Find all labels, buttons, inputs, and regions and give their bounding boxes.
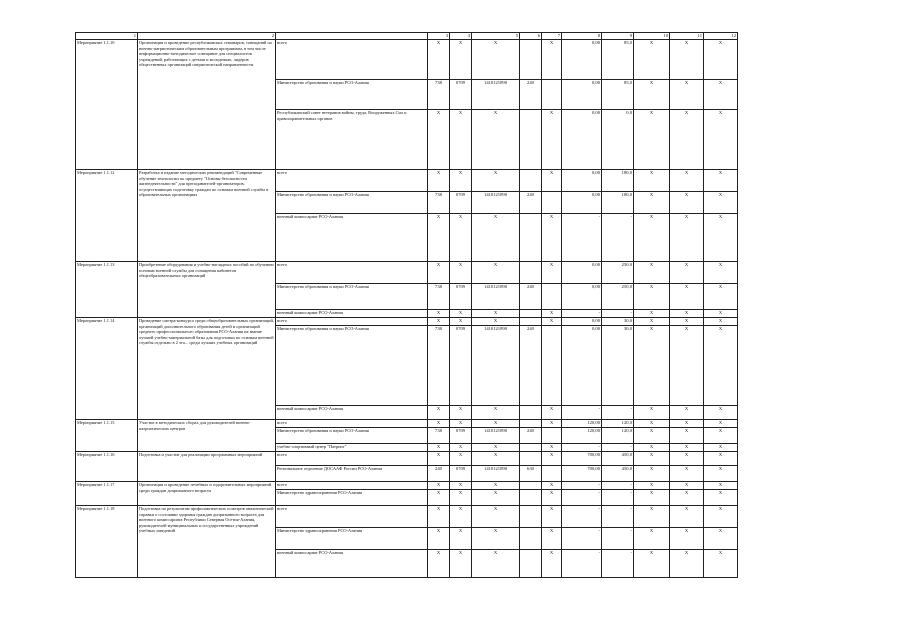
organization-cell: Региональное отделение ДОСААФ России РСО-Алания <box>276 466 428 482</box>
code-cell: X <box>634 406 670 420</box>
code-cell: X <box>542 550 562 578</box>
amount-cell: - <box>562 444 602 452</box>
column-number-cell: 2 <box>138 33 276 40</box>
amount-cell: - <box>562 490 602 506</box>
code-cell: 0709 <box>450 192 472 214</box>
code-cell: X <box>542 262 562 284</box>
code-cell: X <box>670 110 704 170</box>
code-cell: 240 <box>520 284 542 310</box>
measure-id-cell: Мероприятие 1.1.10 <box>76 40 138 170</box>
table-row <box>76 170 738 192</box>
code-cell: X <box>634 482 670 490</box>
code-cell: X <box>634 506 670 528</box>
code-cell <box>520 444 542 452</box>
code-cell: X <box>670 444 704 452</box>
code-cell: X <box>472 262 520 284</box>
measure-description-cell: Организация и проведение лечебных и оздоровительных мероприятий среди граждан допризывного возраста <box>138 482 276 506</box>
organization-cell: военный комиссариат РСО-Алания <box>276 406 428 420</box>
code-cell: X <box>472 170 520 192</box>
code-cell <box>520 262 542 284</box>
measure-description-cell: Разработка и издание методических рекомендаций "Современные обучение технологии по предмету "Основы безопасности жизнедеятельности" для преподавателей-организаторов, осуществляющих подготовку граждан по основам военной службы в образовательных организациях <box>138 170 276 262</box>
code-cell <box>520 318 542 326</box>
code-cell: X <box>634 428 670 444</box>
organization-cell: Министерство образования и науки РСО-Алания <box>276 284 428 310</box>
code-cell: X <box>634 528 670 550</box>
amount-cell: - <box>602 528 634 550</box>
organization-cell: Республиканский совет ветеранов войны, труда, Вооруженных Сил и правоохранительных органов <box>276 110 428 170</box>
amount-cell: 30,0 <box>602 326 634 406</box>
code-cell: 738 <box>428 192 450 214</box>
code-cell: 738 <box>428 326 450 406</box>
code-cell: X <box>542 490 562 506</box>
code-cell: 1410121890 <box>472 466 520 482</box>
code-cell: X <box>634 452 670 466</box>
code-cell: 738 <box>428 80 450 110</box>
amount-cell: 0,00 <box>562 170 602 192</box>
organization-cell: Министерство образования и науки РСО-Алания <box>276 428 428 444</box>
code-cell: X <box>704 420 738 428</box>
code-cell: X <box>542 482 562 490</box>
code-cell: X <box>542 110 562 170</box>
code-cell: X <box>704 490 738 506</box>
amount-cell: 0,00 <box>562 326 602 406</box>
code-cell: X <box>670 452 704 466</box>
code-cell: X <box>428 40 450 80</box>
organization-cell: учебно-спортивный центр "Патриот" <box>276 444 428 452</box>
organization-cell: Министерство образования и науки РСО-Алания <box>276 326 428 406</box>
amount-cell: 450,0 <box>602 466 634 482</box>
amount-cell: 180,0 <box>602 192 634 214</box>
code-cell: X <box>472 310 520 318</box>
code-cell <box>520 506 542 528</box>
code-cell <box>542 326 562 406</box>
organization-cell: военный комиссариат РСО-Алания <box>276 310 428 318</box>
column-number-cell: 10 <box>634 33 670 40</box>
code-cell <box>520 490 542 506</box>
code-cell <box>520 420 542 428</box>
code-cell: X <box>670 420 704 428</box>
code-cell: X <box>472 406 520 420</box>
code-cell: X <box>450 420 472 428</box>
code-cell: X <box>450 444 472 452</box>
code-cell: X <box>428 444 450 452</box>
code-cell: 1410121890 <box>472 284 520 310</box>
column-number-cell: 6 <box>520 33 542 40</box>
table-body <box>76 40 738 578</box>
code-cell <box>520 40 542 80</box>
code-cell: X <box>704 284 738 310</box>
code-cell: 1410121890 <box>472 80 520 110</box>
code-cell: 1410121890 <box>472 428 520 444</box>
code-cell: X <box>704 444 738 452</box>
code-cell: X <box>634 284 670 310</box>
amount-cell: - <box>602 506 634 528</box>
code-cell: X <box>428 110 450 170</box>
organization-cell: всего <box>276 420 428 428</box>
code-cell: X <box>472 482 520 490</box>
code-cell <box>520 528 542 550</box>
code-cell: X <box>704 482 738 490</box>
code-cell: X <box>472 550 520 578</box>
code-cell: X <box>428 482 450 490</box>
code-cell: X <box>472 40 520 80</box>
code-cell: 738 <box>428 428 450 444</box>
organization-cell: всего <box>276 262 428 284</box>
column-number-row <box>76 33 738 40</box>
code-cell <box>520 170 542 192</box>
amount-cell: - <box>562 406 602 420</box>
code-cell <box>520 110 542 170</box>
code-cell: X <box>472 420 520 428</box>
code-cell: 240 <box>520 80 542 110</box>
amount-cell: 0,00 <box>562 40 602 80</box>
amount-cell: - <box>562 528 602 550</box>
code-cell: X <box>670 482 704 490</box>
code-cell: X <box>472 490 520 506</box>
code-cell: X <box>542 444 562 452</box>
organization-cell: Министерство здравоохранения РСО-Алания <box>276 528 428 550</box>
code-cell: 240 <box>520 428 542 444</box>
code-cell: 1410121890 <box>472 192 520 214</box>
amount-cell: 30,0 <box>602 318 634 326</box>
code-cell: X <box>634 192 670 214</box>
code-cell <box>520 214 542 262</box>
amount-cell: - <box>602 482 634 490</box>
amount-cell: - <box>602 490 634 506</box>
code-cell <box>520 406 542 420</box>
code-cell: X <box>542 528 562 550</box>
code-cell: X <box>634 490 670 506</box>
code-cell: 0709 <box>450 326 472 406</box>
amount-cell: 85,0 <box>602 80 634 110</box>
code-cell: 240 <box>428 466 450 482</box>
table-row <box>76 420 738 428</box>
code-cell: X <box>670 170 704 192</box>
column-number-cell: 11 <box>670 33 704 40</box>
amount-cell: 0,00 <box>562 80 602 110</box>
measure-id-cell: Мероприятие 1.1.12 <box>76 170 138 262</box>
measure-id-cell: Мероприятие 1.1.15 <box>76 420 138 452</box>
organization-cell: всего <box>276 170 428 192</box>
code-cell: X <box>428 262 450 284</box>
code-cell: X <box>670 406 704 420</box>
code-cell: 240 <box>520 192 542 214</box>
code-cell: X <box>542 506 562 528</box>
organization-cell: военный комиссариат РСО-Алания <box>276 550 428 578</box>
organization-cell: всего <box>276 40 428 80</box>
measure-description-cell: Участие в методических сборах для руководителей военно-патриотических центров <box>138 420 276 452</box>
code-cell: X <box>542 170 562 192</box>
code-cell: X <box>450 506 472 528</box>
measure-id-cell: Мероприятие 1.1.16 <box>76 452 138 482</box>
code-cell: X <box>472 214 520 262</box>
measure-id-cell: Мероприятие 1.1.18 <box>76 506 138 578</box>
code-cell: X <box>634 466 670 482</box>
code-cell: X <box>450 490 472 506</box>
code-cell: X <box>704 406 738 420</box>
code-cell: X <box>704 428 738 444</box>
code-cell <box>542 192 562 214</box>
code-cell: X <box>704 170 738 192</box>
code-cell: X <box>634 110 670 170</box>
code-cell: X <box>472 528 520 550</box>
code-cell: X <box>634 326 670 406</box>
measure-description-cell: Организация и проведение республиканских семинаров, совещаний по военно-патриотическим образовательным программам, в том числе информационно-методическое совещание для специалистов учреждений, работающих с детьми и молодежью, лидеров общественных организаций патриотической направленности <box>138 40 276 170</box>
code-cell: X <box>472 110 520 170</box>
code-cell: X <box>670 262 704 284</box>
measure-description-cell: Проведение смотра-конкурса среди общеобразовательных организаций, организаций дополнительного образования детей и организаций среднего профессионального образования РСО-Алания на звание лучшей учебно-материальной базы для подготовки по основам военной службы отдельно в 2 эта... среди лучших учебных организаций <box>138 318 276 420</box>
code-cell <box>542 466 562 482</box>
organization-cell: всего <box>276 482 428 490</box>
code-cell: X <box>428 310 450 318</box>
code-cell: X <box>450 550 472 578</box>
code-cell: X <box>670 326 704 406</box>
organization-cell: военный комиссариат РСО-Алания <box>276 214 428 262</box>
column-number-cell <box>276 33 428 40</box>
amount-cell: 120,00 <box>562 420 602 428</box>
code-cell: X <box>542 406 562 420</box>
table-row <box>76 482 738 490</box>
code-cell: X <box>704 310 738 318</box>
code-cell: X <box>634 444 670 452</box>
code-cell: X <box>670 284 704 310</box>
amount-cell: 0,00 <box>562 318 602 326</box>
code-cell: 240 <box>520 326 542 406</box>
organization-cell: Министерство здравоохранения РСО-Алания <box>276 490 428 506</box>
table-row <box>76 452 738 466</box>
code-cell: X <box>670 80 704 110</box>
code-cell: 0709 <box>450 428 472 444</box>
code-cell: X <box>450 110 472 170</box>
code-cell: X <box>670 528 704 550</box>
code-cell: X <box>450 406 472 420</box>
measure-description-cell: Подготовка и участие для реализации программных мероприятий <box>138 452 276 482</box>
code-cell: 0709 <box>450 466 472 482</box>
table-row <box>76 318 738 326</box>
column-number-cell: 1 <box>76 33 138 40</box>
organization-cell: всего <box>276 452 428 466</box>
code-cell: X <box>634 170 670 192</box>
code-cell: X <box>450 40 472 80</box>
organization-cell: всего <box>276 506 428 528</box>
amount-cell: - <box>602 406 634 420</box>
column-number-cell: 9 <box>602 33 634 40</box>
code-cell: X <box>704 506 738 528</box>
code-cell: X <box>704 318 738 326</box>
code-cell: X <box>428 452 450 466</box>
code-cell: 738 <box>428 284 450 310</box>
code-cell: X <box>428 420 450 428</box>
code-cell: X <box>634 420 670 428</box>
code-cell: X <box>428 490 450 506</box>
code-cell: X <box>670 214 704 262</box>
column-number-cell: 12 <box>704 33 738 40</box>
code-cell: 1410121890 <box>472 326 520 406</box>
code-cell: X <box>634 262 670 284</box>
code-cell: X <box>704 40 738 80</box>
amount-cell: - <box>602 444 634 452</box>
amount-cell: - <box>562 550 602 578</box>
column-number-cell: 4 <box>450 33 472 40</box>
organization-cell: всего <box>276 318 428 326</box>
code-cell: X <box>472 506 520 528</box>
code-cell: X <box>542 40 562 80</box>
measure-description-cell: Подготовка по результатам профилактических осмотров аналитической справки о состоянии здоровья граждан допризывного возраста для военного комиссариата Республики Северная Осетия-Алания, руководителей муниципальных и государственных учреждений учебных заведений <box>138 506 276 578</box>
code-cell: X <box>472 318 520 326</box>
code-cell: X <box>670 40 704 80</box>
code-cell: X <box>670 318 704 326</box>
code-cell: X <box>670 550 704 578</box>
code-cell: X <box>704 262 738 284</box>
code-cell: X <box>670 466 704 482</box>
code-cell: X <box>542 310 562 318</box>
code-cell: 630 <box>520 466 542 482</box>
code-cell: X <box>450 170 472 192</box>
amount-cell: 0,00 <box>562 192 602 214</box>
code-cell: X <box>428 214 450 262</box>
amount-cell: - <box>562 310 602 318</box>
code-cell: X <box>634 214 670 262</box>
amount-cell: 450,0 <box>602 452 634 466</box>
code-cell <box>520 550 542 578</box>
amount-cell: - <box>562 482 602 490</box>
amount-cell: - <box>602 214 634 262</box>
budget-table <box>75 32 738 578</box>
table-row <box>76 506 738 528</box>
code-cell: X <box>704 528 738 550</box>
code-cell: X <box>542 452 562 466</box>
measure-id-cell: Мероприятие 1.1.14 <box>76 318 138 420</box>
code-cell: X <box>542 318 562 326</box>
code-cell: X <box>450 262 472 284</box>
table-row <box>76 40 738 80</box>
code-cell: X <box>634 318 670 326</box>
code-cell: X <box>450 452 472 466</box>
code-cell: X <box>634 310 670 318</box>
code-cell <box>542 428 562 444</box>
measure-description-cell: Приобретение оборудования и учебно-наглядных пособий по обучению основам военной службы для оснащения кабинетов общеобразовательных организаций <box>138 262 276 318</box>
amount-cell: 250,0 <box>602 284 634 310</box>
code-cell: X <box>670 428 704 444</box>
amount-cell: 0,00 <box>562 262 602 284</box>
amount-cell: 0,00 <box>562 284 602 310</box>
column-number-cell: 8 <box>562 33 602 40</box>
amount-cell: 85,0 <box>602 40 634 80</box>
amount-cell: - <box>602 310 634 318</box>
code-cell: X <box>670 506 704 528</box>
amount-cell: 0,0 <box>602 110 634 170</box>
amount-cell: - <box>602 550 634 578</box>
code-cell: X <box>704 80 738 110</box>
amount-cell: 120,0 <box>602 428 634 444</box>
column-number-cell: 3 <box>428 33 450 40</box>
amount-cell: 120,00 <box>562 428 602 444</box>
amount-cell: 250,0 <box>602 262 634 284</box>
code-cell: X <box>472 452 520 466</box>
code-cell: X <box>428 506 450 528</box>
code-cell <box>542 284 562 310</box>
code-cell: X <box>428 318 450 326</box>
code-cell: X <box>450 310 472 318</box>
code-cell: X <box>634 550 670 578</box>
code-cell: X <box>670 490 704 506</box>
amount-cell: 180,0 <box>602 170 634 192</box>
amount-cell: 0,00 <box>562 110 602 170</box>
code-cell: X <box>542 420 562 428</box>
code-cell: X <box>542 214 562 262</box>
code-cell: 0709 <box>450 284 472 310</box>
code-cell: X <box>704 214 738 262</box>
code-cell <box>520 310 542 318</box>
code-cell: X <box>670 310 704 318</box>
amount-cell: - <box>562 214 602 262</box>
code-cell: 0709 <box>450 80 472 110</box>
column-number-cell: 7 <box>542 33 562 40</box>
measure-id-cell: Мероприятие 1.1.17 <box>76 482 138 506</box>
code-cell: X <box>472 444 520 452</box>
code-cell: X <box>704 452 738 466</box>
measure-id-cell: Мероприятие 1.1.13 <box>76 262 138 318</box>
organization-cell: Министерство образования и науки РСО-Алания <box>276 80 428 110</box>
code-cell: X <box>704 550 738 578</box>
code-cell: X <box>428 170 450 192</box>
code-cell: X <box>450 528 472 550</box>
code-cell: X <box>450 482 472 490</box>
code-cell: X <box>428 406 450 420</box>
code-cell <box>520 482 542 490</box>
code-cell <box>542 80 562 110</box>
amount-cell: - <box>562 506 602 528</box>
code-cell: X <box>670 192 704 214</box>
amount-cell: 120,0 <box>602 420 634 428</box>
code-cell: X <box>428 528 450 550</box>
code-cell: X <box>704 110 738 170</box>
column-number-cell: 5 <box>472 33 520 40</box>
code-cell: X <box>450 318 472 326</box>
organization-cell: Министерство образования и науки РСО-Алания <box>276 192 428 214</box>
code-cell: X <box>428 550 450 578</box>
code-cell: X <box>634 80 670 110</box>
code-cell: X <box>704 466 738 482</box>
code-cell: X <box>634 40 670 80</box>
code-cell <box>520 452 542 466</box>
amount-cell: 700,00 <box>562 452 602 466</box>
code-cell: X <box>704 192 738 214</box>
table-row <box>76 262 738 284</box>
amount-cell: 700,00 <box>562 466 602 482</box>
code-cell: X <box>704 326 738 406</box>
code-cell: X <box>450 214 472 262</box>
